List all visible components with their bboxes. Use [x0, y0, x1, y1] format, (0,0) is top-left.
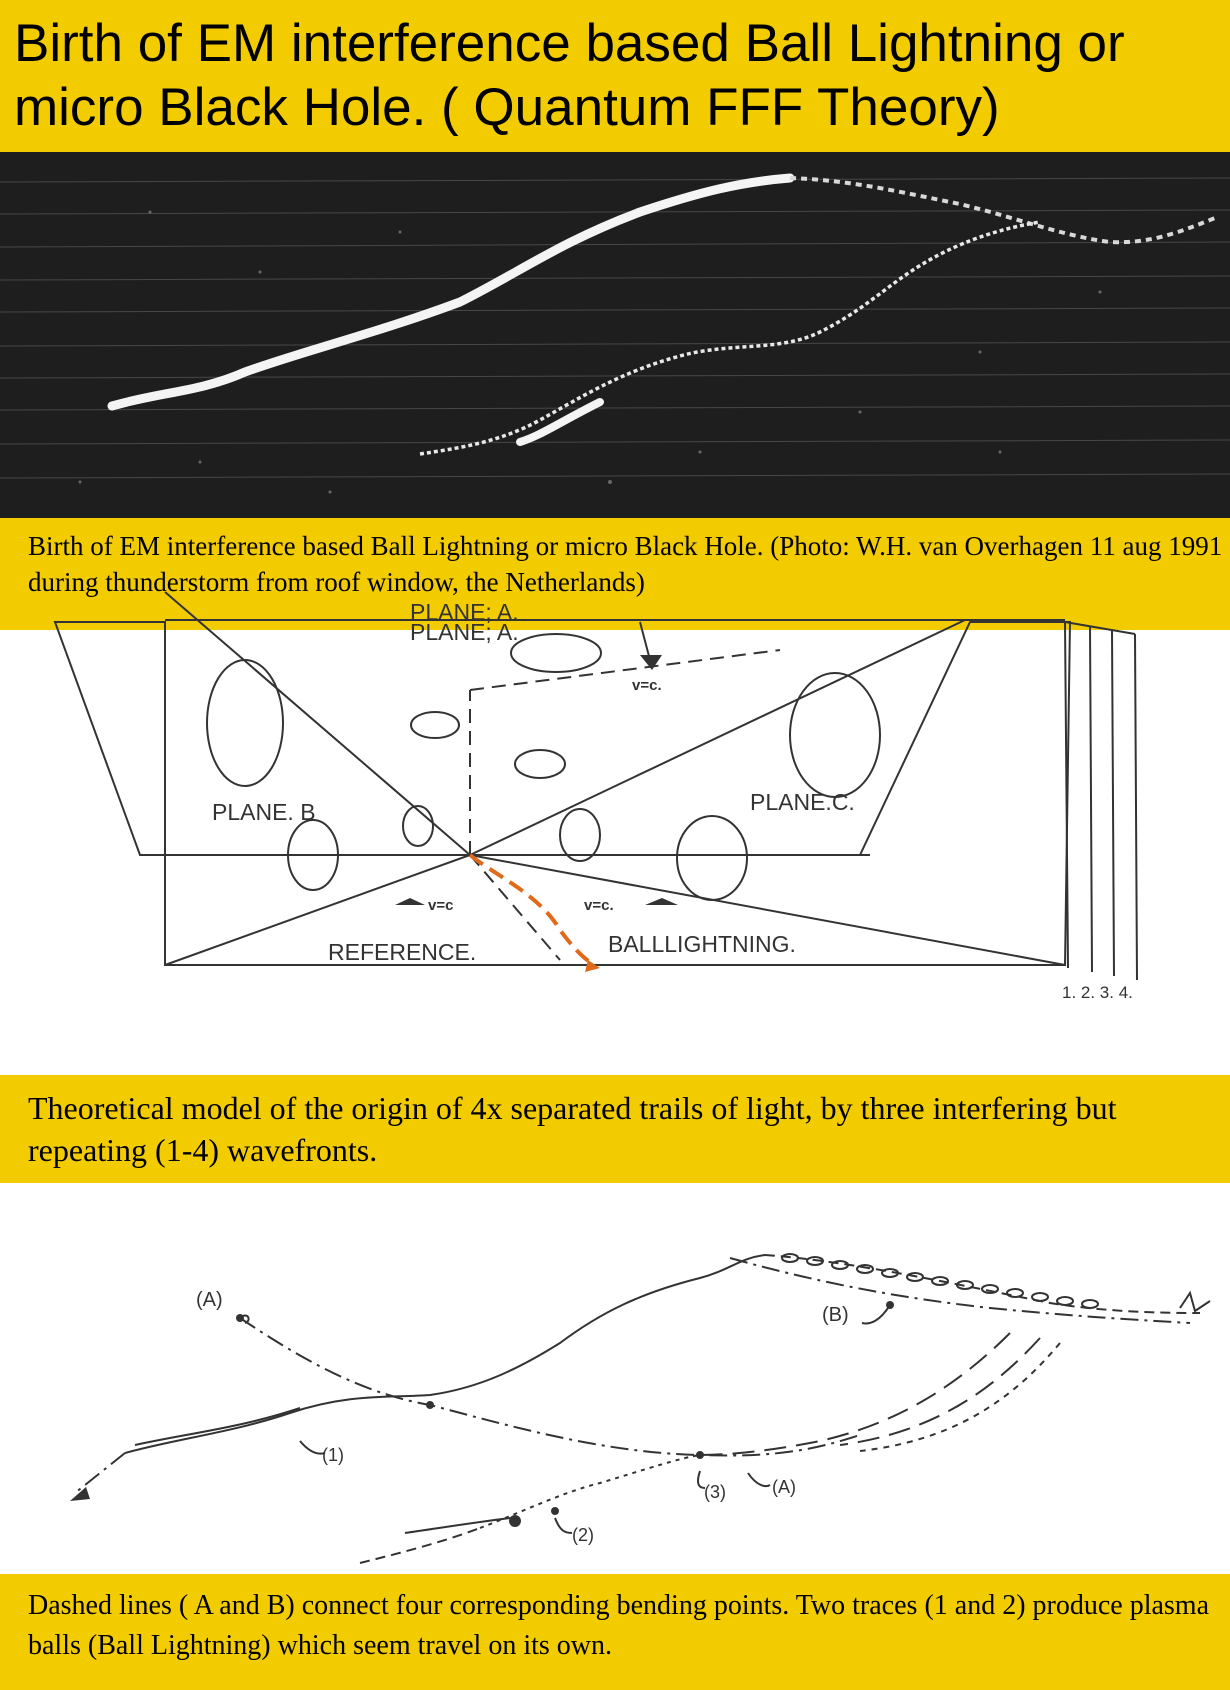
outer-frame — [55, 622, 1070, 965]
label-a-left: (A) — [196, 1289, 223, 1311]
label-wavefront-numbers: 1. 2. 3. 4. — [1062, 983, 1133, 1002]
lightning-photo — [0, 152, 1230, 518]
label-plane-b: PLANE. B — [212, 799, 316, 825]
traces-caption: Dashed lines ( A and B) connect four corresponding bending points. Two traces (1 and 2) produce plasma balls (Ball Lightning) which seem travel on its own. — [28, 1590, 1210, 1661]
page-title: Birth of EM interference based Ball Lightning or micro Black Hole. ( Quantum FFF Theory) — [14, 14, 1125, 137]
label-velocity-top: v=c. — [632, 677, 662, 694]
label-velocity-right: v=c. — [584, 897, 614, 914]
photo-caption-banner — [0, 518, 1230, 630]
label-b: (B) — [822, 1304, 849, 1326]
label-plane-a-visible: PLANE; A. — [410, 619, 519, 645]
label-a-right: (A) — [772, 1477, 796, 1497]
label-plane-c: PLANE.C. — [750, 789, 855, 815]
model-caption: Theoretical model of the origin of 4x separated trails of light, by three interfering but repeating (1-4) wavefronts. — [28, 1090, 1117, 1168]
dashed-line-b — [730, 1258, 1190, 1323]
trace-sketch-diagram — [0, 1183, 1230, 1574]
trace-1-path — [125, 1255, 765, 1453]
ball-lightning-path — [470, 855, 595, 965]
dashed-line-a — [240, 1318, 860, 1456]
trace-2-path — [405, 1518, 510, 1533]
label-trace-3: (3) — [704, 1482, 726, 1502]
photo-caption: Birth of EM interference based Ball Lightning or micro Black Hole. (Photo: W.H. van Overhagen 11 aug 1991 during thunderstorm from roof window, the Netherlands) — [28, 531, 1223, 597]
label-reference: REFERENCE. — [328, 939, 477, 965]
traces-caption-banner — [0, 1574, 1230, 1690]
title-banner — [0, 0, 1230, 152]
label-balllightning: BALLLIGHTNING. — [608, 931, 796, 957]
label-trace-2: (2) — [572, 1525, 594, 1545]
label-velocity-left: v=c — [428, 897, 454, 914]
model-caption-banner — [0, 1075, 1230, 1183]
label-trace-1: (1) — [322, 1445, 344, 1465]
wavefront-model-diagram — [0, 599, 1230, 1075]
label-plane-a: PLANE; A. — [410, 599, 519, 625]
